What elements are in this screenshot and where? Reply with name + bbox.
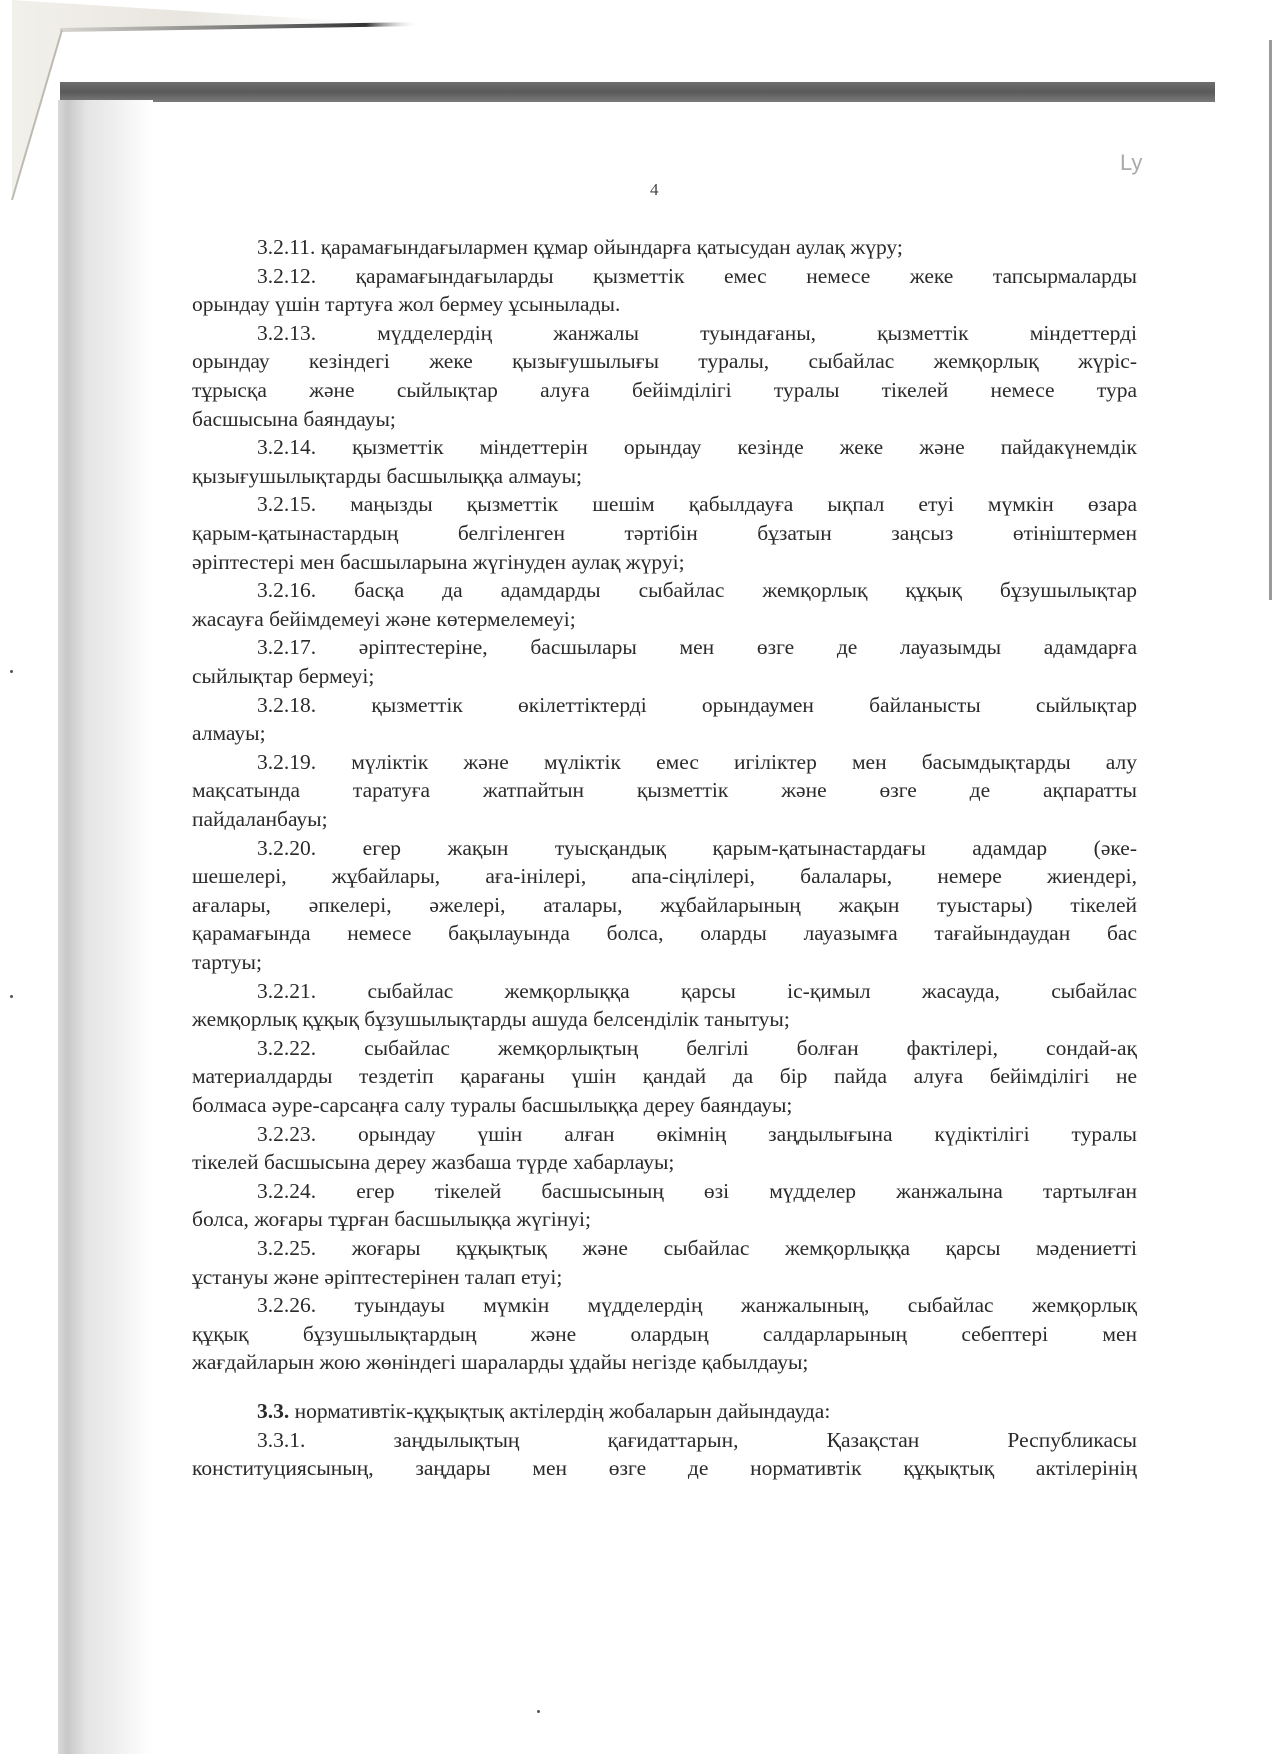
text-line: ағалары, әпкелері, әжелері, аталары, жұбайларының жақын туыстары) тікелей xyxy=(192,892,1137,917)
text-line: 3.3.1. заңдылықтың қағидаттарын, Қазақстан Республикасы xyxy=(257,1427,1137,1452)
text-line: болса, жоғары тұрған басшылыққа жүгінуі; xyxy=(192,1207,591,1232)
text-line: 3.2.15. маңызды қызметтік шешім қабылдауға ықпал етуі мүмкін өзара xyxy=(257,492,1137,517)
text-line: пайдаланбауы; xyxy=(192,807,328,831)
scanner-band xyxy=(60,82,1215,102)
text-line: 3.2.13. мүдделердің жанжалы туындағаны, қызметтік міндеттерді xyxy=(257,320,1137,345)
text-line: 3.2.17. әріптестеріне, басшылары мен өзге де лауазымды адамдарға xyxy=(257,635,1137,660)
text-line: тікелей басшысына дереу жазбаша түрде хабарлауы; xyxy=(192,1150,675,1175)
text-line: қарым-қатынастардың белгіленген тәртібін бұзатын заңсыз өтініштермен xyxy=(192,521,1137,545)
scan-speck xyxy=(10,670,13,673)
section-title: нормативтік-құқықтық актілердің жобаларын дайындауда: xyxy=(289,1399,831,1423)
text-line: тартуы; xyxy=(192,950,262,974)
text-line: ұстануы және әріптестерінен талап етуі; xyxy=(192,1264,563,1289)
text-line: 3.2.21. сыбайлас жемқорлыққа қарсы іс-қимыл жасауда, сыбайлас xyxy=(257,978,1137,1003)
text-line: 3.2.11. қарамағындағылармен құмар ойындарға қатысудан аулақ жүру; xyxy=(257,235,903,259)
text-line: 3.2.25. жоғары құқықтық және сыбайлас жемқорлыққа қарсы мәдениетті xyxy=(257,1236,1137,1260)
text-line: алмауы; xyxy=(192,721,266,746)
text-line: сыйлықтар бермеуі; xyxy=(192,664,375,688)
text-line: 3.2.26. туындауы мүмкін мүдделердің жанжалының, сыбайлас жемқорлық xyxy=(257,1293,1137,1318)
text-line: орындау үшін тартуға жол бермеу ұсынылады. xyxy=(192,292,621,317)
corner-handwritten-mark: Ly xyxy=(1120,150,1143,175)
text-line: 3.2.23. орындау үшін алған өкімнің заңдылығына күдіктілігі туралы xyxy=(257,1121,1137,1146)
text-line: жемқорлық құқық бұзушылықтарды ашуда белсенділік танытуы; xyxy=(192,1007,790,1032)
text-line: 3.2.16. басқа да адамдарды сыбайлас жемқорлық құқық бұзушылықтар xyxy=(257,578,1137,603)
binding-shadow xyxy=(58,100,153,1754)
text-line: жағдайларын жою жөніндегі шараларды ұдайы негізде қабылдауы; xyxy=(192,1350,809,1375)
section-number: 3.3. xyxy=(257,1399,290,1423)
text-line: конституциясының, заңдары мен өзге де нормативтік құқықтық актілерінің xyxy=(192,1456,1137,1481)
text-line: болмаса әуре-сарсаңға салу туралы басшылыққа дереу баяндауы; xyxy=(192,1093,793,1117)
text-line: 3.2.19. мүліктік және мүліктік емес игіліктер мен басымдықтарды алу xyxy=(257,749,1137,774)
text-line: әріптестері мен басшыларына жүгінуден аулақ жүруі; xyxy=(192,549,685,574)
text-line: құқық бұзушылықтардың және олардың салдарларының себептері мен xyxy=(192,1321,1137,1346)
text-line: қарамағында немесе бақылауында болса, оларды лауазымға тағайындаудан бас xyxy=(192,921,1137,946)
text-line: 3.2.18. қызметтік өкілеттіктерді орындаумен байланысты сыйлықтар xyxy=(257,692,1137,717)
scan-speck xyxy=(10,995,13,998)
section-heading xyxy=(257,1397,1137,1425)
text-line: басшысына баяндауы; xyxy=(192,406,396,431)
scan-edge-mark xyxy=(1269,40,1272,600)
scan-speck xyxy=(537,1710,540,1713)
text-line: тұрысқа және сыйлықтар алуға бейімділігі туралы тікелей немесе тура xyxy=(192,378,1137,402)
text-line: мақсатында таратуға жатпайтын қызметтік және өзге де ақпаратты xyxy=(192,778,1137,803)
text-line: жасауға бейімдемеуі және көтермелемеуі; xyxy=(192,606,576,631)
page-number: 4 xyxy=(650,180,659,199)
text-line: 3.2.24. егер тікелей басшысының өзі мүдделер жанжалына тартылған xyxy=(257,1178,1137,1203)
text-line: орындау кезіндегі жеке қызығушылығы туралы, сыбайлас жемқорлық жүріс- xyxy=(192,349,1137,374)
text-line: материалдарды тездетіп қарағаны үшін қандай да бір пайда алуға бейімділігі не xyxy=(192,1064,1137,1089)
text-line: 3.2.14. қызметтік міндеттерін орындау кезінде жеке және пайдакүнемдік xyxy=(257,435,1137,460)
text-line: қызығушылықтарды басшылыққа алмауы; xyxy=(192,463,582,488)
text-line: 3.2.12. қарамағындағыларды қызметтік емес немесе жеке тапсырмаларды xyxy=(257,263,1137,288)
text-line: 3.2.22. сыбайлас жемқорлықтың белгілі болған фактілері, сондай-ақ xyxy=(257,1035,1137,1060)
text-line: 3.2.20. егер жақын туысқандық қарым-қатынастардағы адамдар (әке- xyxy=(257,835,1137,860)
text-line: шешелері, жұбайлары, аға-інілері, апа-сіңлілері, балалары, немере жиендері, xyxy=(192,864,1137,889)
